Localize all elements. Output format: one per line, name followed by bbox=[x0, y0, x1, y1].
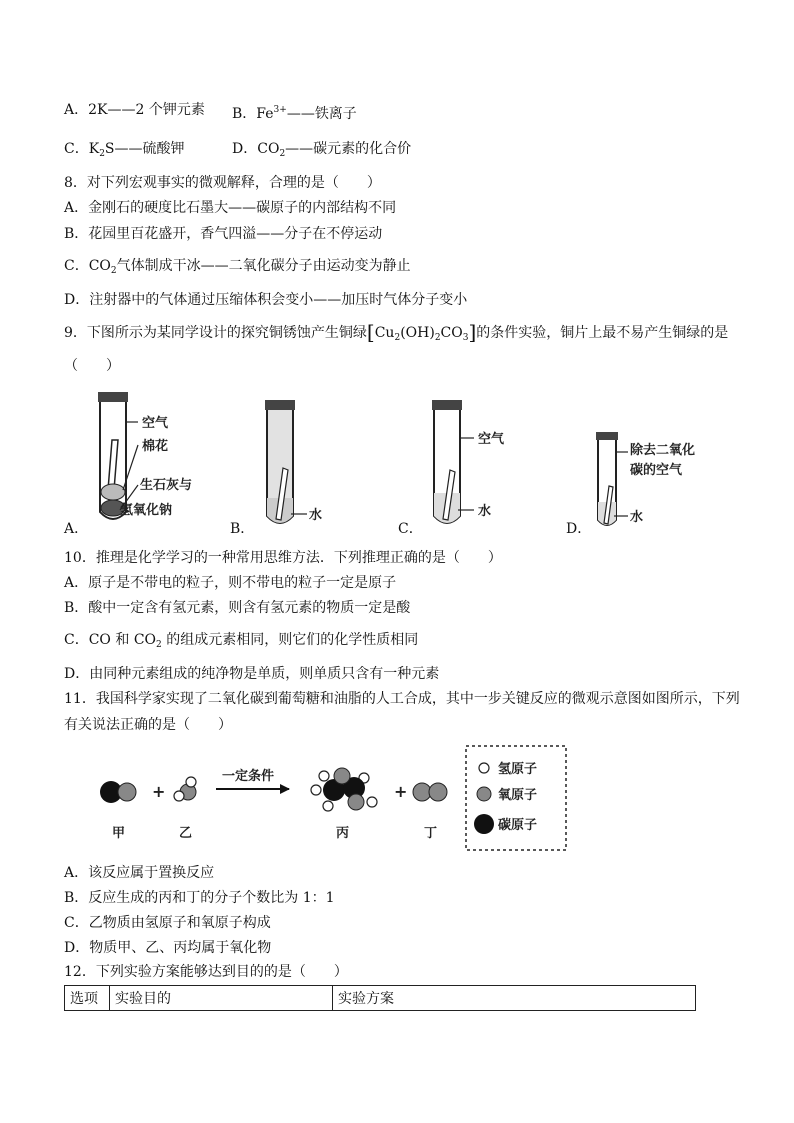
q11-option-d: D．物质甲、乙、丙均属于氧化物 bbox=[64, 940, 272, 956]
legend-carbon: 碳原子 bbox=[498, 818, 538, 833]
q9-label-a: A． bbox=[64, 521, 89, 537]
q11-option-b: B．反应生成的丙和丁的分子个数比为 1：1 bbox=[64, 890, 335, 906]
q7-option-b: B．$Fe^{3+}——$铁离子 bbox=[232, 105, 357, 122]
q7-option-c: C．$K_2S——$硫酸钾 bbox=[64, 141, 185, 159]
q12-table bbox=[64, 985, 696, 1011]
tube-d-air-label-1: 除去二氧化 bbox=[630, 443, 696, 458]
legend-hydrogen: 氢原子 bbox=[498, 762, 538, 777]
tube-a-reagent2-label: 氢氧化钠 bbox=[120, 503, 173, 518]
tube-d-water-label: 水 bbox=[630, 510, 644, 525]
q8-option-b: B．花园里百花盛开，香气四溢——分子在不停运动 bbox=[64, 226, 383, 242]
condition-label: 一定条件 bbox=[222, 769, 275, 784]
plus-2: + bbox=[394, 782, 408, 801]
q11-option-c: C．乙物质由氢原子和氧原子构成 bbox=[64, 915, 271, 931]
tube-c-figure bbox=[424, 398, 534, 533]
q9-label-b: B． bbox=[230, 521, 255, 537]
molecule-jia-label: 甲 bbox=[112, 826, 126, 841]
q8-stem: 8．对下列宏观事实的微观解释，合理的是（ ） bbox=[64, 175, 381, 191]
tube-b-figure bbox=[255, 398, 345, 533]
tube-c-water-label: 水 bbox=[478, 504, 492, 519]
q7-option-a: A．2K——2 个钾元素 bbox=[64, 102, 205, 118]
molecule-yi-label: 乙 bbox=[179, 826, 193, 841]
tube-a-reagent1-label: 生石灰与 bbox=[140, 478, 193, 493]
q9-stem-line2: （ ） bbox=[64, 358, 120, 374]
q12-stem: 12．下列实验方案能够达到目的的是（ ） bbox=[64, 964, 348, 980]
q9-stem: 9．下图所示为某同学设计的探究铜锈蚀产生铜绿$[Cu_2(OH)_2CO_3]$的条件实验，铜片上最不易产生铜绿的是 bbox=[64, 320, 729, 344]
tube-c-air-label: 空气 bbox=[478, 432, 505, 447]
q9-label-c: C． bbox=[398, 521, 423, 537]
table-header-row bbox=[65, 986, 696, 1011]
tube-d-air-label-2: 碳的空气 bbox=[630, 463, 683, 478]
q8-option-c: C．$CO_2$气体制成干冰——二氧化碳分子由运动变为静止 bbox=[64, 258, 411, 276]
q8-option-d: D．注射器中的气体通过压缩体积会变小——加压时气体分子变小 bbox=[64, 292, 468, 308]
tube-a-air-label: 空气 bbox=[142, 416, 169, 431]
q10-option-c: C．CO 和 $CO_2$ 的组成元素相同，则它们的化学性质相同 bbox=[64, 632, 419, 650]
q9-label-d: D． bbox=[566, 521, 592, 537]
q11-option-a: A．该反应属于置换反应 bbox=[64, 865, 215, 881]
q10-option-d: D．由同种元素组成的纯净物是单质，则单质只含有一种元素 bbox=[64, 666, 440, 682]
q11-stem-line1: 11．我国科学家实现了二氧化碳到葡萄糖和油脂的人工合成，其中一步关键反应的微观示意图如图所示，下列 bbox=[64, 691, 740, 707]
tube-b-water-label: 水 bbox=[309, 508, 323, 523]
q10-option-a: A．原子是不带电的粒子，则不带电的粒子一定是原子 bbox=[64, 575, 397, 591]
tube-a-cotton-label: 棉花 bbox=[142, 439, 169, 454]
q10-option-b: B．酸中一定含有氢元素，则含有氢元素的物质一定是酸 bbox=[64, 600, 411, 616]
table-header-plan: 实验方案 bbox=[333, 986, 696, 1011]
q7-option-d: D．$CO_2——$碳元素的化合价 bbox=[232, 141, 412, 159]
legend-oxygen: 氧原子 bbox=[498, 788, 538, 803]
plus-1: + bbox=[152, 782, 166, 801]
tube-d-figure bbox=[590, 430, 710, 535]
table-header-goal: 实验目的 bbox=[110, 986, 333, 1011]
molecule-bing-label: 丙 bbox=[336, 826, 350, 841]
molecule-ding-label: 丁 bbox=[424, 826, 438, 841]
q11-stem-line2: 有关说法正确的是（ ） bbox=[64, 717, 232, 733]
q8-option-a: A．金刚石的硬度比石墨大——碳原子的内部结构不同 bbox=[64, 200, 397, 216]
q10-stem: 10．推理是化学学习的一种常用思维方法．下列推理正确的是（ ） bbox=[64, 550, 502, 566]
tube-a-figure bbox=[90, 390, 220, 530]
reaction-diagram bbox=[64, 742, 574, 857]
table-header-option: 选项 bbox=[65, 986, 110, 1011]
